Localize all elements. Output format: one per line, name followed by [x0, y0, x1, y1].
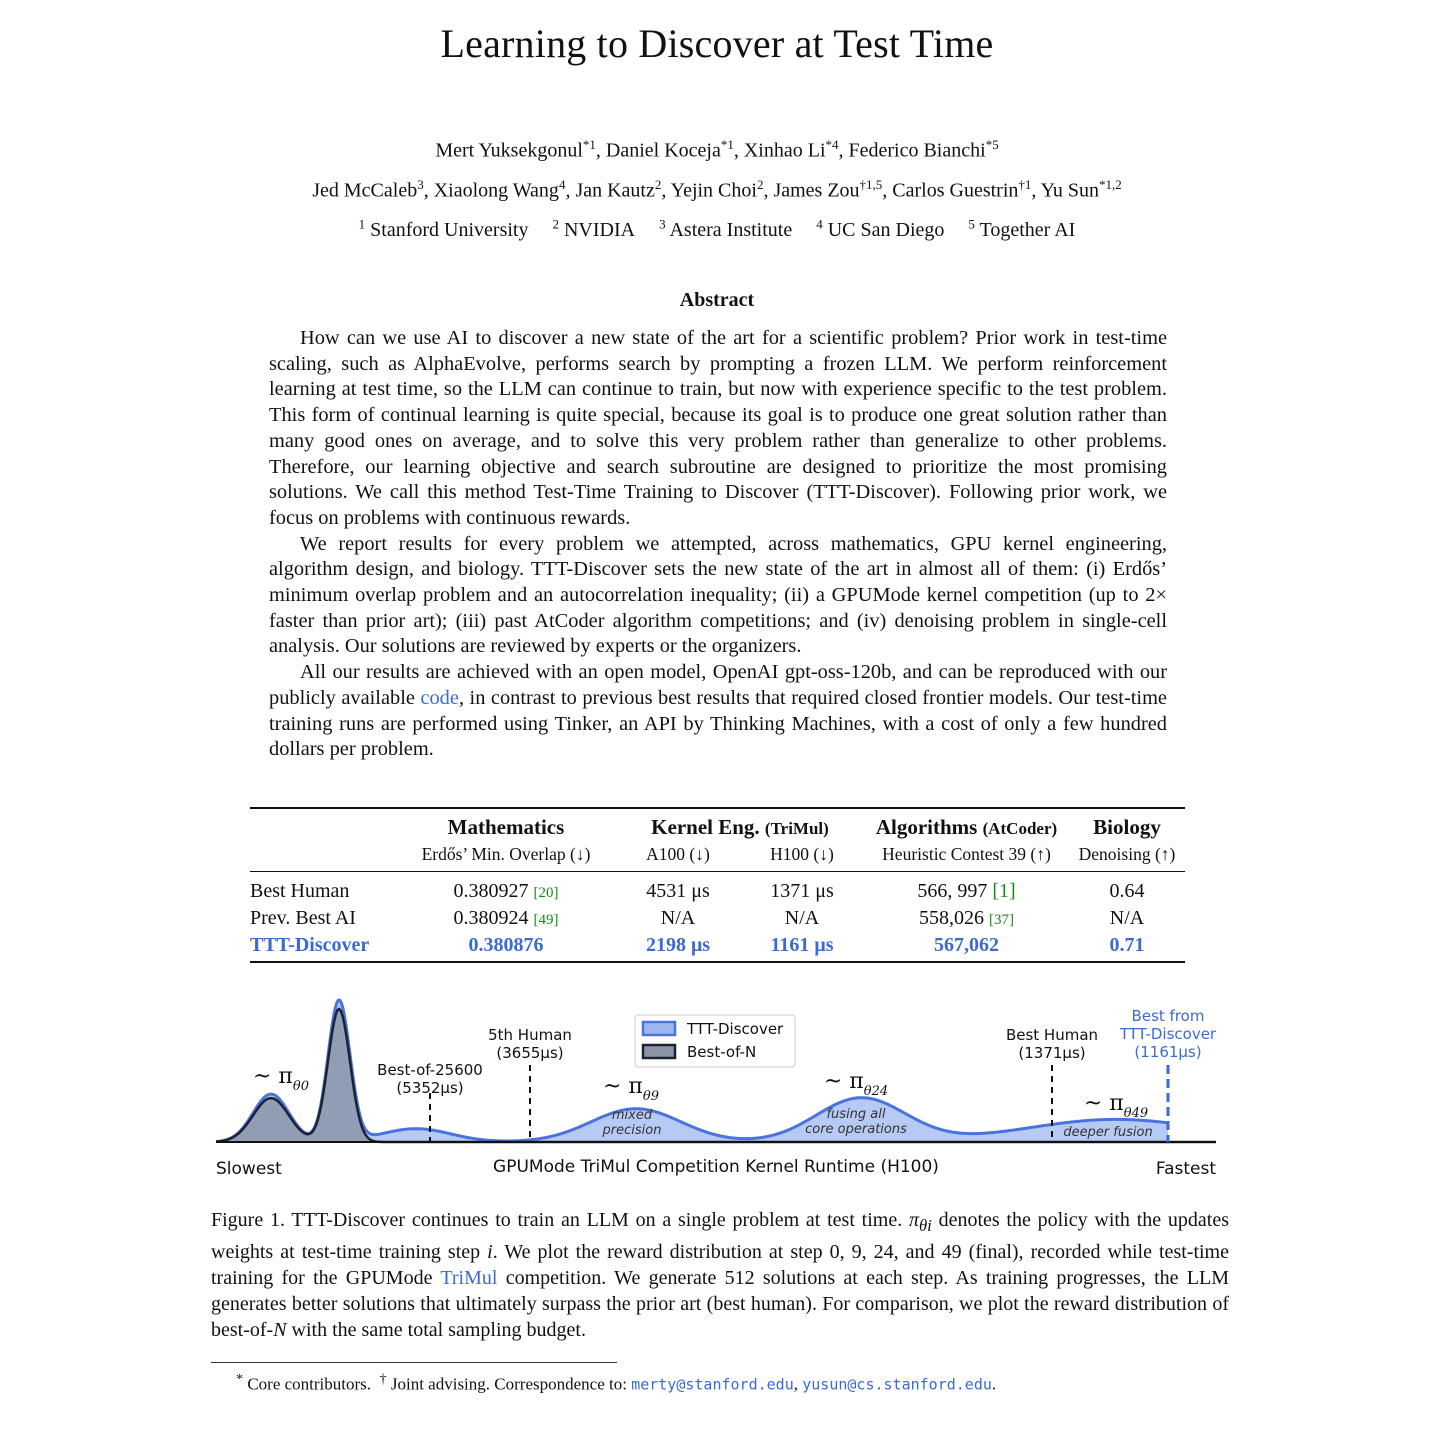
citation-link[interactable]: [20]	[533, 885, 559, 901]
author-name: Federico Bianchi	[848, 139, 986, 162]
table-cell: N/A	[660, 907, 696, 929]
author-line-1: Mert Yuksekgonul$^{*1}$, Daniel Koceja$^{*1}$, Xinhao Li$^{*4}$, Federico Bianchi$^{*5}$	[435, 137, 999, 162]
author-block	[0, 128, 1434, 247]
author-affiliation-mark: 3	[417, 176, 424, 192]
table-cell: 4531 μs	[646, 880, 710, 902]
author-name: Mert Yuksekgonul	[435, 139, 583, 162]
abstract-heading: Abstract	[679, 289, 755, 311]
author-name: Xiaolong Wang	[433, 179, 559, 202]
group-algorithms: Algorithms (AtCoder)	[875, 815, 1058, 839]
author-name: Carlos Guestrin	[892, 179, 1019, 202]
table-cell: 1371 μs	[770, 880, 834, 902]
bump-annotation: core operations	[805, 1122, 907, 1137]
author-name: James Zou	[773, 179, 860, 202]
author-affiliation-mark: *4	[825, 137, 839, 152]
table-cell: 2198 μs	[616, 932, 740, 962]
metric-header: Erdős’ Min. Overlap (↓)	[396, 840, 616, 872]
footnote: * Core contributors. † Joint advising. Correspondence to: merty@stanford.edu, yusun@cs.stanford.edu.	[236, 1371, 997, 1394]
abstract	[269, 326, 1167, 763]
policy-subscript: θ0	[292, 1079, 309, 1094]
citation-link[interactable]: [1]	[992, 880, 1016, 902]
table-cell: 1161 μs	[740, 932, 864, 962]
table-cell: N/A	[784, 907, 820, 929]
vline-label: TTT-Discover	[1119, 1025, 1217, 1043]
row-label: Best Human	[250, 880, 350, 902]
email-link[interactable]: merty@stanford.edu	[631, 1375, 794, 1394]
results-table	[250, 807, 1185, 963]
table-cell: 0.380876	[396, 932, 616, 962]
vline-label: 5th Human	[488, 1026, 572, 1044]
author-affiliation-mark: †1	[1018, 176, 1032, 192]
vline-label: (1371μs)	[1018, 1044, 1086, 1062]
author-affiliation-mark: *1	[720, 137, 734, 152]
table-metric-header	[250, 840, 1185, 872]
author-name: Jed McCaleb	[312, 179, 418, 202]
table-row-ttt	[250, 932, 1185, 962]
code-link[interactable]: code	[420, 686, 459, 709]
policy-label: ~ $\pi_{\theta 9}$	[603, 1074, 659, 1104]
x-right-label: Fastest	[1155, 1159, 1216, 1179]
legend-label: Best-of-N	[687, 1043, 757, 1061]
legend-label: TTT-Discover	[687, 1020, 784, 1038]
table-cell: 567,062	[864, 932, 1069, 962]
policy-label: ~ $\pi_{\theta 0}$	[253, 1064, 309, 1094]
metric-header: Heuristic Contest 39 (↑)	[864, 840, 1069, 872]
trimul-link[interactable]: TriMul	[440, 1267, 498, 1289]
affiliation: $^3$ Astera Institute	[659, 216, 793, 241]
vline-label: Best Human	[1005, 1026, 1099, 1044]
author-affiliation-mark: 4	[558, 176, 566, 192]
citation-link[interactable]: [37]	[989, 912, 1014, 928]
vline-label: Best from	[1131, 1007, 1205, 1025]
table-group-header	[250, 809, 1185, 840]
author-affiliation-mark: 2	[654, 176, 662, 192]
affiliation: $^5$ Together AI	[968, 216, 1076, 241]
x-axis-title: GPUMode TriMul Competition Kernel Runtime (H100)	[493, 1157, 939, 1177]
author-affiliation-mark: *1,2	[1099, 176, 1122, 192]
paper-title: Learning to Discover at Test Time	[440, 21, 994, 66]
table-row	[250, 872, 1185, 906]
table-cell: 0.64	[1109, 880, 1145, 902]
table-cell: N/A	[1109, 907, 1145, 929]
legend-swatch-ttt	[643, 1022, 675, 1035]
bump-annotation: mixed	[611, 1108, 653, 1123]
table-row	[250, 905, 1185, 932]
abstract-p3-pre: All our results are achieved with an open model, OpenAI gpt-oss-120b, and can be reproduced with our publicly available	[269, 661, 1167, 709]
group-kernel: Kernel Eng. (TriMul)	[651, 815, 829, 839]
table-cell: 0.71	[1069, 932, 1185, 962]
abstract-paragraph-3	[269, 660, 1167, 763]
policy-subscript: θ24	[863, 1084, 889, 1099]
affiliations	[0, 207, 1434, 247]
vline-label: (5352μs)	[396, 1079, 464, 1097]
policy-label: ~ $\pi_{\theta 24}$	[823, 1069, 889, 1099]
metric-header: H100 (↓)	[740, 840, 864, 872]
legend-swatch-best-of-n	[643, 1045, 675, 1058]
figure-caption: Figure 1. TTT-Discover continues to train an LLM on a single problem at test time. $\pi_{\theta i}$ denotes the policy with the updates weights at test-time training step i. We plot the reward distribution at step 0, 9, 24, and 49 (final), recorded while test-time training for the GPUMode TriMul competition. We generate 512 solutions at each step. As training progresses, the LLM generates better solutions that ultimately surpass the prior art (best human). For comparison, we plot the reward distribution of best-of-N with the same total sampling budget.	[211, 1209, 1229, 1341]
author-line-2: Jed McCaleb$^3$, Xiaolong Wang$^4$, Jan Kautz$^2$, Yejin Choi$^2$, James Zou$^{\dagger 1,5}$, Carlos Guestrin$^{\dagger 1}$, Yu Sun$^{*1,2}$	[312, 176, 1122, 202]
abstract-paragraph-1: How can we use AI to discover a new state of the art for a scientific problem? Prior work in test-time scaling, such as AlphaEvolve, performs search by prompting a frozen LLM. We perform reinforcement learning at test time, so the LLM can continue to train, but now with experience specific to the test problem. This form of continual learning is quite special, because its goal is to produce one great solution rather than many good ones on average, and to solve this very problem rather than generalize to other problems. Therefore, our learning objective and search subroutine are designed to prioritize the most promising solutions. We call this method Test-Time Training to Discover (TTT-Discover). Following prior work, we focus on problems with continuous rewards.	[269, 327, 1167, 529]
bump-annotation: fusing all	[826, 1107, 886, 1122]
group-biology: Biology	[1093, 815, 1161, 839]
affiliation: $^4$ UC San Diego	[816, 216, 945, 241]
author-name: Daniel Koceja	[605, 139, 721, 162]
abstract-p3-post: , in contrast to previous best results that required closed frontier models. Our test-time training runs are performed using Tinker, an API by Thinking Machines, with a cost of only a few hundred dollars per problem.	[269, 686, 1167, 761]
metric-header: Denoising (↑)	[1069, 840, 1185, 872]
author-affiliation-mark: *1	[582, 137, 596, 152]
author-name: Yu Sun	[1040, 179, 1100, 202]
author-affiliation-mark: *5	[985, 137, 999, 152]
policy-label: ~ $\pi_{\theta 49}$	[1083, 1091, 1149, 1121]
group-mathematics: Mathematics	[447, 815, 565, 839]
table-cell: 566, 997 [1]	[917, 880, 1016, 902]
policy-subscript: θ9	[642, 1089, 659, 1104]
footnote-rule	[211, 1362, 617, 1363]
affiliation: $^2$ NVIDIA	[552, 216, 636, 241]
author-name: Yejin Choi	[670, 179, 757, 202]
table-cell: 0.380924 [49]	[453, 907, 559, 929]
email-link[interactable]: yusun@cs.stanford.edu	[802, 1375, 992, 1394]
affiliation: $^1$ Stanford University	[358, 216, 529, 241]
author-affiliation-mark: 2	[756, 176, 764, 192]
vline-label: (1161μs)	[1134, 1043, 1202, 1061]
table-cell: 0.380927 [20]	[453, 880, 559, 902]
table-cell: 558,026 [37]	[919, 907, 1014, 929]
author-name: Xinhao Li	[743, 139, 826, 162]
metric-header: A100 (↓)	[616, 840, 740, 872]
author-name: Jan Kautz	[575, 179, 655, 202]
citation-link[interactable]: [49]	[533, 912, 559, 928]
vline-label: (3655μs)	[496, 1044, 564, 1062]
runtime-distribution-chart	[200, 995, 1240, 1185]
bump-annotation: deeper fusion	[1063, 1125, 1153, 1140]
policy-subscript: θ49	[1123, 1106, 1149, 1121]
x-left-label: Slowest	[216, 1159, 282, 1179]
row-label: Prev. Best AI	[250, 907, 356, 929]
bump-annotation: precision	[602, 1123, 662, 1138]
author-affiliation-mark: †1,5	[859, 176, 883, 192]
abstract-paragraph-2: We report results for every problem we attempted, across mathematics, GPU kernel engineering, algorithm design, and biology. TTT-Discover sets the new state of the art in almost all of them: (i) Erdős’ minimum overlap problem and an autocorrelation inequality; (ii) a GPUMode kernel competition (up to 2× faster than prior art); (iii) past AtCoder algorithm competitions; and (iv) denoising problem in single-cell analysis. Our solutions are reviewed by experts or the organizers.	[269, 532, 1167, 658]
row-label: TTT-Discover	[250, 932, 396, 962]
vline-label: Best-of-25600	[377, 1061, 483, 1079]
